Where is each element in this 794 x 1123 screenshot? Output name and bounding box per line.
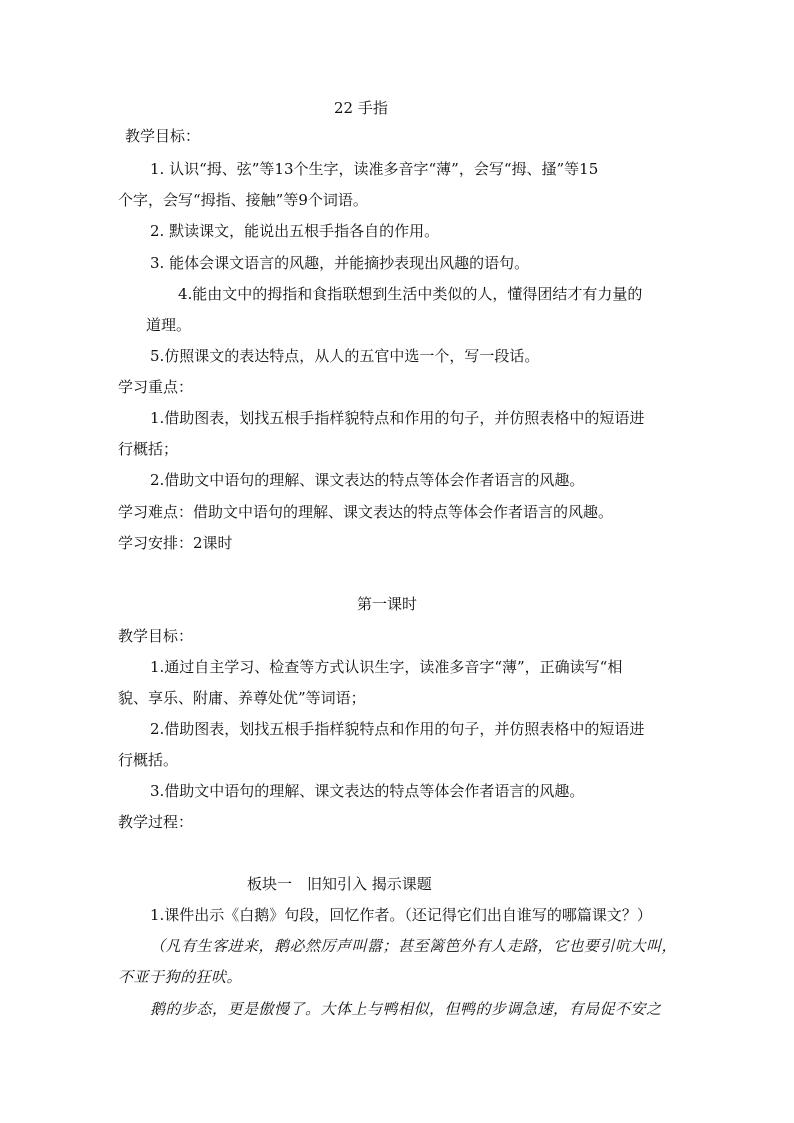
lesson-1-goal-1-line-1: 1.通过自主学习、检查等方式认识生字，读准多音字“薄”，正确读写“相 [150, 658, 623, 676]
lesson-title: 22 手指 [334, 99, 388, 117]
lesson-1-heading: 第一课时 [357, 595, 418, 613]
lesson-1-goal-2-line-2: 行概括。 [118, 751, 179, 769]
goal-4-line-2: 道理。 [146, 316, 192, 334]
lesson-1-goal-3: 3.借助文中语句的理解、课文表达的特点等体会作者语言的风趣。 [150, 782, 585, 800]
goal-1-line-2: 个字，会写“拇指、接触”等9个词语。 [118, 191, 368, 209]
schedule: 学习安排：2课时 [118, 534, 233, 552]
goal-2: 2. 默读课文，能说出五根手指各自的作用。 [150, 222, 440, 240]
goals-heading: 教学目标： [125, 127, 201, 145]
goal-3: 3. 能体会课文语言的风趣，并能摘抄表现出风趣的语句。 [150, 254, 530, 272]
lesson-1-goal-1-line-2: 貌、享乐、附庸、养尊处优”等词语； [118, 689, 366, 707]
key-point-2: 2.借助文中语句的理解、课文表达的特点等体会作者语言的风趣。 [150, 471, 585, 489]
quote-2-line-1: 鹅的步态，更是傲慢了。大体上与鸭相似，但鸭的步调急速，有局促不安之 [150, 1000, 662, 1018]
quote-1-line-1: （凡有生客进来，鹅必然厉声叫嚣；甚至篱笆外有人走路，它也要引吭大叫， [150, 937, 678, 955]
quote-1-line-2: 不亚于狗的狂吠。 [118, 968, 243, 986]
block-1-heading: 板块一 旧知引入 揭示课题 [247, 875, 432, 893]
goal-1-line-1: 1. 认识“拇、弦”等13个生字，读准多音字“薄”，会写“拇、搔”等15 [150, 160, 599, 178]
goal-4-line-1: 4.能由文中的拇指和食指联想到生活中类似的人，懂得团结才有力量的 [178, 285, 643, 303]
process-heading: 教学过程： [118, 813, 194, 831]
lesson-1-goal-2-line-1: 2.借助图表，划找五根手指样貌特点和作用的句子，并仿照表格中的短语进 [150, 720, 645, 738]
key-points-heading: 学习重点： [118, 378, 194, 396]
key-point-1-line-1: 1.借助图表，划找五根手指样貌特点和作用的句子，并仿照表格中的短语进 [150, 409, 645, 427]
block-1-step-1: 1.课件出示《白鹅》句段，回忆作者。（还记得它们出自谁写的哪篇课文？） [150, 906, 652, 924]
goal-5: 5.仿照课文的表达特点，从人的五官中选一个，写一段话。 [150, 347, 540, 365]
key-point-1-line-2: 行概括； [118, 440, 179, 458]
lesson-1-goals-heading: 教学目标： [118, 627, 194, 645]
difficulty: 学习难点：借助文中语句的理解、课文表达的特点等体会作者语言的风趣。 [118, 503, 614, 521]
